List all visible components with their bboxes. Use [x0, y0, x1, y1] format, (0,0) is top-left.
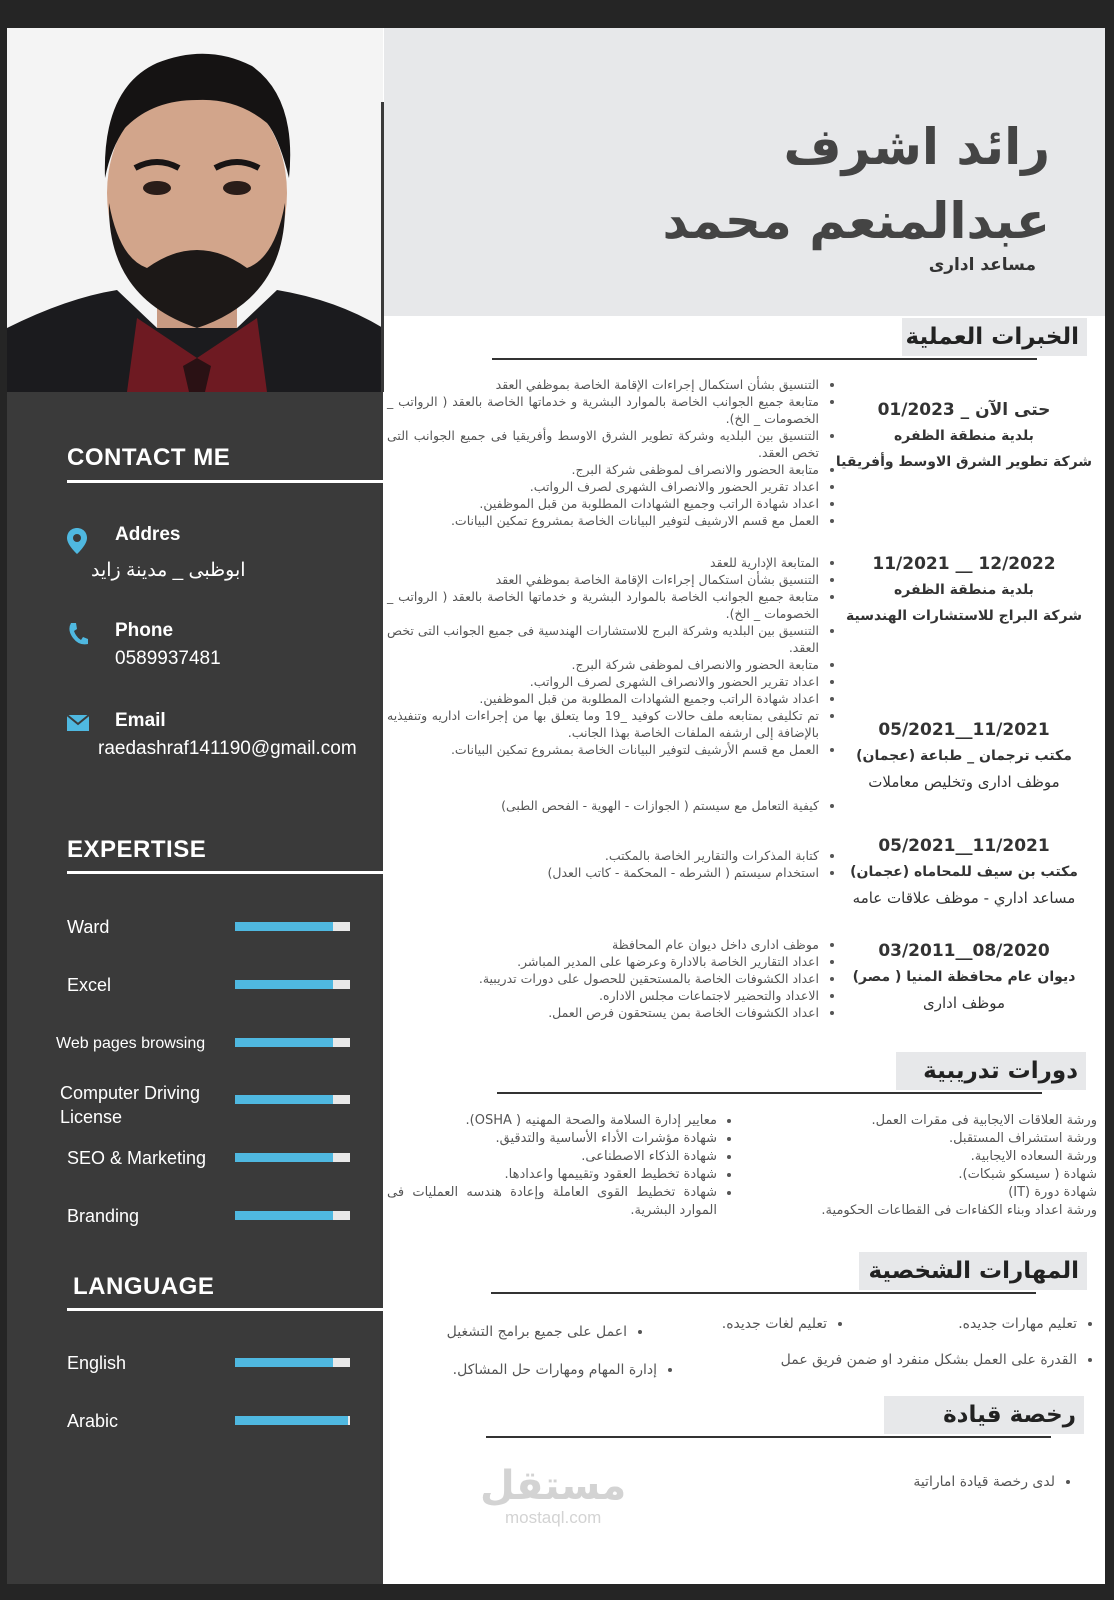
skill-bar-fill [235, 1153, 333, 1162]
job-header [829, 551, 1099, 629]
job-bullets [387, 936, 835, 1021]
list-item: • استخدام سيستم ( الشرطه - المحكمة - كاتب العدل) [387, 864, 819, 881]
language-bar-fill [235, 1416, 348, 1425]
job-header [829, 717, 1099, 795]
location-pin-icon [67, 528, 87, 558]
job-role: مساعد اداري - موظف علاقات عامه [852, 889, 1076, 907]
list-item: • التنسيق بين البلديه وشركة تطوير الشرق الاوسط وأفريقيا فى جميع الجوانب التى تخص العقد. [387, 427, 819, 461]
name-line-1: رائد اشرف [783, 118, 1050, 176]
list-item: • شهادة ( سيسكو شبكات). [722, 1166, 1097, 1184]
skill-bullet [687, 1352, 1093, 1369]
contact-underline [67, 480, 383, 483]
list-item: • ورشة العلاقات الايجابية فى مقرات العمل. [722, 1112, 1097, 1130]
job-date: حتى الآن _ 01/2023 [877, 400, 1051, 420]
list-item: • متابعة الحضور والانصراف لموظفى شركة البرج. [387, 656, 819, 673]
skill-bar [235, 1211, 350, 1220]
list-item: • ورشة اعداد وبناء الكفاءات فى القطاعات الحكومية. [722, 1202, 1097, 1220]
list-item: • القدرة على العمل بشكل منفرد او ضمن فريق عمل [687, 1352, 1077, 1369]
list-item: • لدى رخصة قيادة اماراتية [787, 1474, 1055, 1491]
skill-bullet [387, 1362, 673, 1379]
language-bar-fill [235, 1358, 333, 1367]
list-item: • إدارة المهام ومهارات حل المشاكل. [387, 1362, 657, 1379]
list-item: • ورشة استشراف المستقبل. [722, 1130, 1097, 1148]
watermark-brand: مستقل [480, 1463, 627, 1509]
watermark-site: mostaql.com [504, 1508, 602, 1527]
courses-right-list [722, 1112, 1105, 1220]
email-value: raedashraf141190@gmail.com [98, 738, 357, 759]
expertise-underline [67, 871, 383, 874]
list-item: • اعمل على جميع برامج التشغيل [387, 1324, 627, 1341]
job-bullets [387, 797, 835, 814]
list-item: • التنسيق بين البلديه وشركة البرج للاستشارات الهندسية فى جميع الجوانب التى تخص العقد. [387, 622, 819, 656]
list-item: • تعليم مهارات جديده. [847, 1316, 1077, 1333]
skill-bar-fill [235, 980, 333, 989]
skill-label: Web pages browsing [56, 1035, 206, 1052]
skill-bar-fill [235, 1038, 333, 1047]
list-item: • موظف ادارى داخل ديوان عام المحافظة [387, 936, 819, 953]
job-role: موظف اداری [922, 994, 1006, 1012]
job-company: شركة تطوير الشرق الاوسط وأفريقيا [835, 454, 1093, 470]
list-item: • الاعداد والتحضير لاجتماعات مجلس الاداره. [387, 987, 819, 1004]
job-date: 11/2021__05/2021 [878, 836, 1050, 856]
job-bullets [387, 554, 835, 758]
job-date: 08/2020__03/2011 [878, 941, 1050, 961]
list-item: • شهادة مؤشرات الأداء الأساسية والتدقيق. [387, 1130, 717, 1148]
job-bullets [387, 376, 835, 529]
skill-bar [235, 980, 350, 989]
license-underline [486, 1436, 1051, 1438]
skill-bar [235, 922, 350, 931]
list-item: • التنسيق بشأن استكمال إجراءات الإقامة الخاصة بموظفي العقد [387, 376, 819, 393]
list-item: • اعداد شهادة الراتب وجميع الشهادات المطلوبة من قبل الموظفين. [387, 690, 819, 707]
list-item: • تعليم لغات جديده. [647, 1316, 827, 1333]
job-organization: بلدية منطقة الظفره [894, 428, 1034, 444]
list-item: • شهادة تخطيط القوى العاملة وإعادة هندسه العمليات فى الموارد البشرية. [387, 1184, 717, 1220]
list-item: • شهادة دورة (IT) [722, 1184, 1097, 1202]
list-item: • اعداد شهادة الراتب وجميع الشهادات المطلوبة من قبل الموظفين. [387, 495, 819, 512]
list-item: • ورشة السعاده الايجابية. [722, 1148, 1097, 1166]
skill-bullet [847, 1316, 1093, 1333]
list-item: • متابعة الحضور والانصراف لموظفى شركة البرج. [387, 461, 819, 478]
skill-bar-fill [235, 1211, 333, 1220]
list-item: • اعداد التقارير الخاصة بالادارة وعرضها على المدير المباشر. [387, 953, 819, 970]
email-icon [67, 715, 89, 735]
name-line-2: عبدالمنعم محمد [662, 192, 1050, 250]
skill-bar [235, 1095, 350, 1104]
skill-label: SEO & Marketing [67, 1148, 207, 1168]
experience-underline [492, 358, 1037, 360]
list-item: • المتابعة الإدارية للعقد [387, 554, 819, 571]
skill-label: Excel [67, 975, 112, 995]
job-header [829, 833, 1099, 911]
email-label: Email [115, 710, 166, 731]
skill-bullet [647, 1316, 843, 1333]
job-header [829, 397, 1099, 475]
language-label: English [67, 1353, 127, 1373]
full-name [662, 110, 1050, 258]
list-item: • العمل مع قسم الارشيف لتوفير البيانات الخاصة بمشروع تمكين البيانات. [387, 512, 819, 529]
skill-label: Ward [67, 917, 110, 937]
name-header [384, 28, 1105, 316]
job-organization: مكتب ترجمان _ طباعة (عجمان) [856, 748, 1072, 764]
list-item: • اعداد تقرير الحضور والانصراف الشهرى لصرف الرواتب. [387, 673, 819, 690]
skill-label: Computer Driving License [60, 1083, 201, 1127]
experience-heading: الخبرات العملية [902, 318, 1087, 356]
skill-label: Branding [67, 1206, 140, 1226]
phone-value: 0589937481 [115, 648, 221, 669]
skill-bar-fill [235, 922, 333, 931]
language-label: Arabic [67, 1411, 119, 1431]
job-organization: ديوان عام محافظة المنيا ( مصر) [852, 969, 1076, 985]
watermark [480, 1464, 626, 1528]
job-title: مساعد اداری [928, 255, 1036, 275]
list-item: • اعداد الكشوفات الخاصة بمن يستحقون فرص العمل. [387, 1004, 819, 1021]
personal-skills-underline [491, 1292, 1036, 1294]
list-item: • متابعة جميع الجوانب الخاصة بالموارد البشرية و خدماتها الخاصة بالعقد ( الرواتب _ الخصومات _ الخ). [387, 588, 819, 622]
language-underline [67, 1308, 383, 1311]
job-date: 11/2021__05/2021 [878, 720, 1050, 740]
job-bullets [387, 847, 835, 881]
list-item: • تم تكليفى بمتابعه ملف حالات كوفيد _19 وما يتعلق بها من إجراءات اداريه وتنفيذيه بالإضافة إلى ارشفه الملفات الخاصة بهذا الجانب. [387, 707, 819, 741]
list-item: • معايير إدارة السلامة والصحة المهنيه ( OSHA). [387, 1112, 717, 1130]
expertise-heading: EXPERTISE [67, 836, 207, 863]
courses-underline [497, 1092, 1042, 1094]
address-value: ابوظبی _ مدینة زاید [91, 560, 246, 581]
list-item: • اعداد الكشوفات الخاصة بالمستحقين للحصول على دورات تدريبية. [387, 970, 819, 987]
list-item: • شهادة الذكاء الاصطناعى. [387, 1148, 717, 1166]
list-item: • كيفية التعامل مع سيستم ( الجوازات - الهوية - الفحص الطبى) [387, 797, 819, 814]
address-label: Addres [115, 524, 181, 545]
contact-heading: CONTACT ME [67, 444, 231, 471]
list-item: • اعداد تقرير الحضور والانصراف الشهرى لصرف الرواتب. [387, 478, 819, 495]
courses-left-list [387, 1112, 733, 1220]
skill-bullet [387, 1324, 643, 1341]
profile-photo [7, 28, 383, 392]
language-bar [235, 1358, 350, 1367]
list-item: • العمل مع قسم الأرشيف لتوفير البيانات الخاصة بمشروع تمكين البيانات. [387, 741, 819, 758]
list-item: • متابعة جميع الجوانب الخاصة بالموارد البشرية و خدماتها الخاصة بالعقد ( الرواتب _ الخصومات _ الخ). [387, 393, 819, 427]
phone-label: Phone [115, 620, 174, 641]
language-bar [235, 1416, 350, 1425]
job-company: شركة البراج للاستشارات الهندسية [846, 608, 1082, 624]
license-list [787, 1474, 1071, 1491]
skill-bar [235, 1038, 350, 1047]
phone-icon [67, 622, 89, 650]
job-organization: بلدية منطقة الظفره [894, 582, 1034, 598]
license-heading: رخصة قيادة [884, 1396, 1084, 1434]
job-header [829, 938, 1099, 1016]
resume-page [7, 28, 1105, 1584]
list-item: • شهادة تخطيط العقود وتقييمها واعدادها. [387, 1166, 717, 1184]
list-item: • كتابة المذكرات والتقارير الخاصة بالمكتب. [387, 847, 819, 864]
skill-bar [235, 1153, 350, 1162]
job-organization: مكتب بن سيف للمحاماه (عجمان) [850, 864, 1078, 880]
skill-bar-fill [235, 1095, 333, 1104]
list-item: • التنسيق بشأن استكمال إجراءات الإقامة الخاصة بموظفي العقد [387, 571, 819, 588]
job-role: موظف اداری وتخليص معاملات [868, 773, 1060, 791]
courses-heading: دورات تدريبية [896, 1052, 1086, 1090]
language-heading: LANGUAGE [73, 1273, 215, 1300]
personal-skills-heading: المهارات الشخصية [859, 1252, 1087, 1290]
job-date: 12/2022 __ 11/2021 [872, 554, 1056, 574]
